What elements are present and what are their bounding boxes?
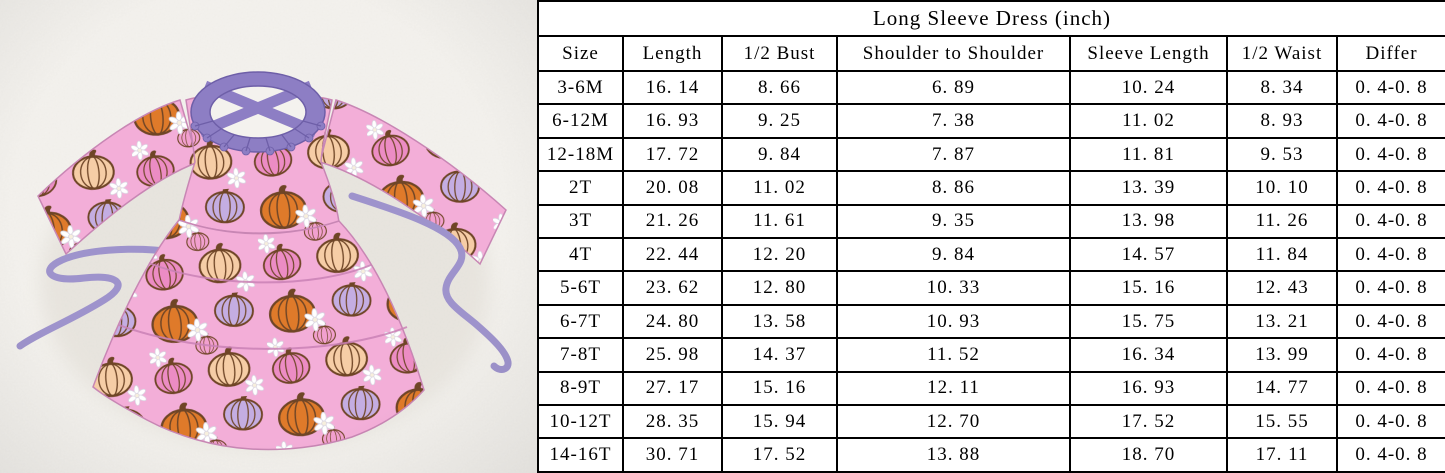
dress-illustration: [0, 0, 537, 473]
measurement-cell: 0. 4-0. 8: [1337, 305, 1445, 338]
measurement-cell: 0. 4-0. 8: [1337, 438, 1445, 472]
product-photo: [0, 0, 537, 473]
measurement-cell: 10. 93: [837, 305, 1070, 338]
column-header: 1/2 Waist: [1227, 36, 1337, 71]
table-row: [538, 171, 1445, 204]
table-row: [538, 238, 1445, 271]
measurement-cell: 0. 4-0. 8: [1337, 405, 1445, 438]
table-title: Long Sleeve Dress (inch): [538, 1, 1445, 36]
measurement-cell: 0. 4-0. 8: [1337, 104, 1445, 137]
table-row: [538, 438, 1445, 472]
measurement-cell: 15. 94: [722, 405, 837, 438]
table-row: [538, 372, 1445, 405]
size-cell: 12-18M: [538, 138, 623, 171]
measurement-cell: 12. 80: [722, 271, 837, 304]
measurement-cell: 18. 70: [1070, 438, 1227, 472]
measurement-cell: 8. 93: [1227, 104, 1337, 137]
measurement-cell: 14. 37: [722, 338, 837, 371]
measurement-cell: 16. 34: [1070, 338, 1227, 371]
table-header-row: [538, 36, 1445, 71]
column-header: Differ: [1337, 36, 1445, 71]
measurement-cell: 22. 44: [623, 238, 722, 271]
table-row: [538, 104, 1445, 137]
measurement-cell: 13. 21: [1227, 305, 1337, 338]
measurement-cell: 8. 66: [722, 71, 837, 104]
measurement-cell: 24. 80: [623, 305, 722, 338]
measurement-cell: 11. 02: [722, 171, 837, 204]
measurement-cell: 11. 61: [722, 205, 837, 238]
measurement-cell: 15. 16: [722, 372, 837, 405]
size-cell: 10-12T: [538, 405, 623, 438]
measurement-cell: 14. 57: [1070, 238, 1227, 271]
measurement-cell: 16. 14: [623, 71, 722, 104]
size-cell: 7-8T: [538, 338, 623, 371]
measurement-cell: 28. 35: [623, 405, 722, 438]
measurement-cell: 15. 75: [1070, 305, 1227, 338]
measurement-cell: 9. 84: [837, 238, 1070, 271]
measurement-cell: 17. 11: [1227, 438, 1337, 472]
measurement-cell: 8. 86: [837, 171, 1070, 204]
size-cell: 3T: [538, 205, 623, 238]
measurement-cell: 16. 93: [623, 104, 722, 137]
measurement-cell: 0. 4-0. 8: [1337, 138, 1445, 171]
measurement-cell: 11. 02: [1070, 104, 1227, 137]
measurement-cell: 12. 20: [722, 238, 837, 271]
measurement-cell: 9. 53: [1227, 138, 1337, 171]
measurement-cell: 7. 87: [837, 138, 1070, 171]
measurement-cell: 10. 24: [1070, 71, 1227, 104]
measurement-cell: 10. 10: [1227, 171, 1337, 204]
size-cell: 8-9T: [538, 372, 623, 405]
measurement-cell: 21. 26: [623, 205, 722, 238]
measurement-cell: 0. 4-0. 8: [1337, 271, 1445, 304]
column-header: Length: [623, 36, 722, 71]
measurement-cell: 9. 35: [837, 205, 1070, 238]
measurement-cell: 17. 52: [722, 438, 837, 472]
table-row: [538, 405, 1445, 438]
measurement-cell: 0. 4-0. 8: [1337, 71, 1445, 104]
measurement-cell: 0. 4-0. 8: [1337, 238, 1445, 271]
measurement-cell: 12. 70: [837, 405, 1070, 438]
measurement-cell: 11. 26: [1227, 205, 1337, 238]
size-cell: 6-12M: [538, 104, 623, 137]
measurement-cell: 0. 4-0. 8: [1337, 372, 1445, 405]
measurement-cell: 9. 25: [722, 104, 837, 137]
measurement-cell: 8. 34: [1227, 71, 1337, 104]
measurement-cell: 9. 84: [722, 138, 837, 171]
table-title-row: [538, 1, 1445, 36]
measurement-cell: 15. 55: [1227, 405, 1337, 438]
measurement-cell: 15. 16: [1070, 271, 1227, 304]
measurement-cell: 14. 77: [1227, 372, 1337, 405]
measurement-cell: 0. 4-0. 8: [1337, 171, 1445, 204]
table-row: [538, 338, 1445, 371]
measurement-cell: 11. 81: [1070, 138, 1227, 171]
column-header: Shoulder to Shoulder: [837, 36, 1070, 71]
measurement-cell: 30. 71: [623, 438, 722, 472]
measurement-cell: 17. 52: [1070, 405, 1227, 438]
measurement-cell: 0. 4-0. 8: [1337, 205, 1445, 238]
measurement-cell: 13. 58: [722, 305, 837, 338]
size-chart-table: [537, 0, 1445, 473]
measurement-cell: 27. 17: [623, 372, 722, 405]
size-cell: 2T: [538, 171, 623, 204]
measurement-cell: 13. 98: [1070, 205, 1227, 238]
size-cell: 4T: [538, 238, 623, 271]
size-cell: 6-7T: [538, 305, 623, 338]
measurement-cell: 17. 72: [623, 138, 722, 171]
column-header: Size: [538, 36, 623, 71]
measurement-cell: 13. 39: [1070, 171, 1227, 204]
measurement-cell: 13. 88: [837, 438, 1070, 472]
size-cell: 5-6T: [538, 271, 623, 304]
measurement-cell: 13. 99: [1227, 338, 1337, 371]
measurement-cell: 11. 84: [1227, 238, 1337, 271]
table-row: [538, 305, 1445, 338]
size-chart-panel: [537, 0, 1445, 473]
measurement-cell: 10. 33: [837, 271, 1070, 304]
column-header: Sleeve Length: [1070, 36, 1227, 71]
table-row: [538, 271, 1445, 304]
measurement-cell: 25. 98: [623, 338, 722, 371]
size-cell: 14-16T: [538, 438, 623, 472]
table-row: [538, 138, 1445, 171]
size-cell: 3-6M: [538, 71, 623, 104]
table-row: [538, 205, 1445, 238]
measurement-cell: 16. 93: [1070, 372, 1227, 405]
measurement-cell: 23. 62: [623, 271, 722, 304]
measurement-cell: 20. 08: [623, 171, 722, 204]
column-header: 1/2 Bust: [722, 36, 837, 71]
table-row: [538, 71, 1445, 104]
measurement-cell: 7. 38: [837, 104, 1070, 137]
measurement-cell: 12. 11: [837, 372, 1070, 405]
measurement-cell: 11. 52: [837, 338, 1070, 371]
measurement-cell: 6. 89: [837, 71, 1070, 104]
measurement-cell: 0. 4-0. 8: [1337, 338, 1445, 371]
measurement-cell: 12. 43: [1227, 271, 1337, 304]
